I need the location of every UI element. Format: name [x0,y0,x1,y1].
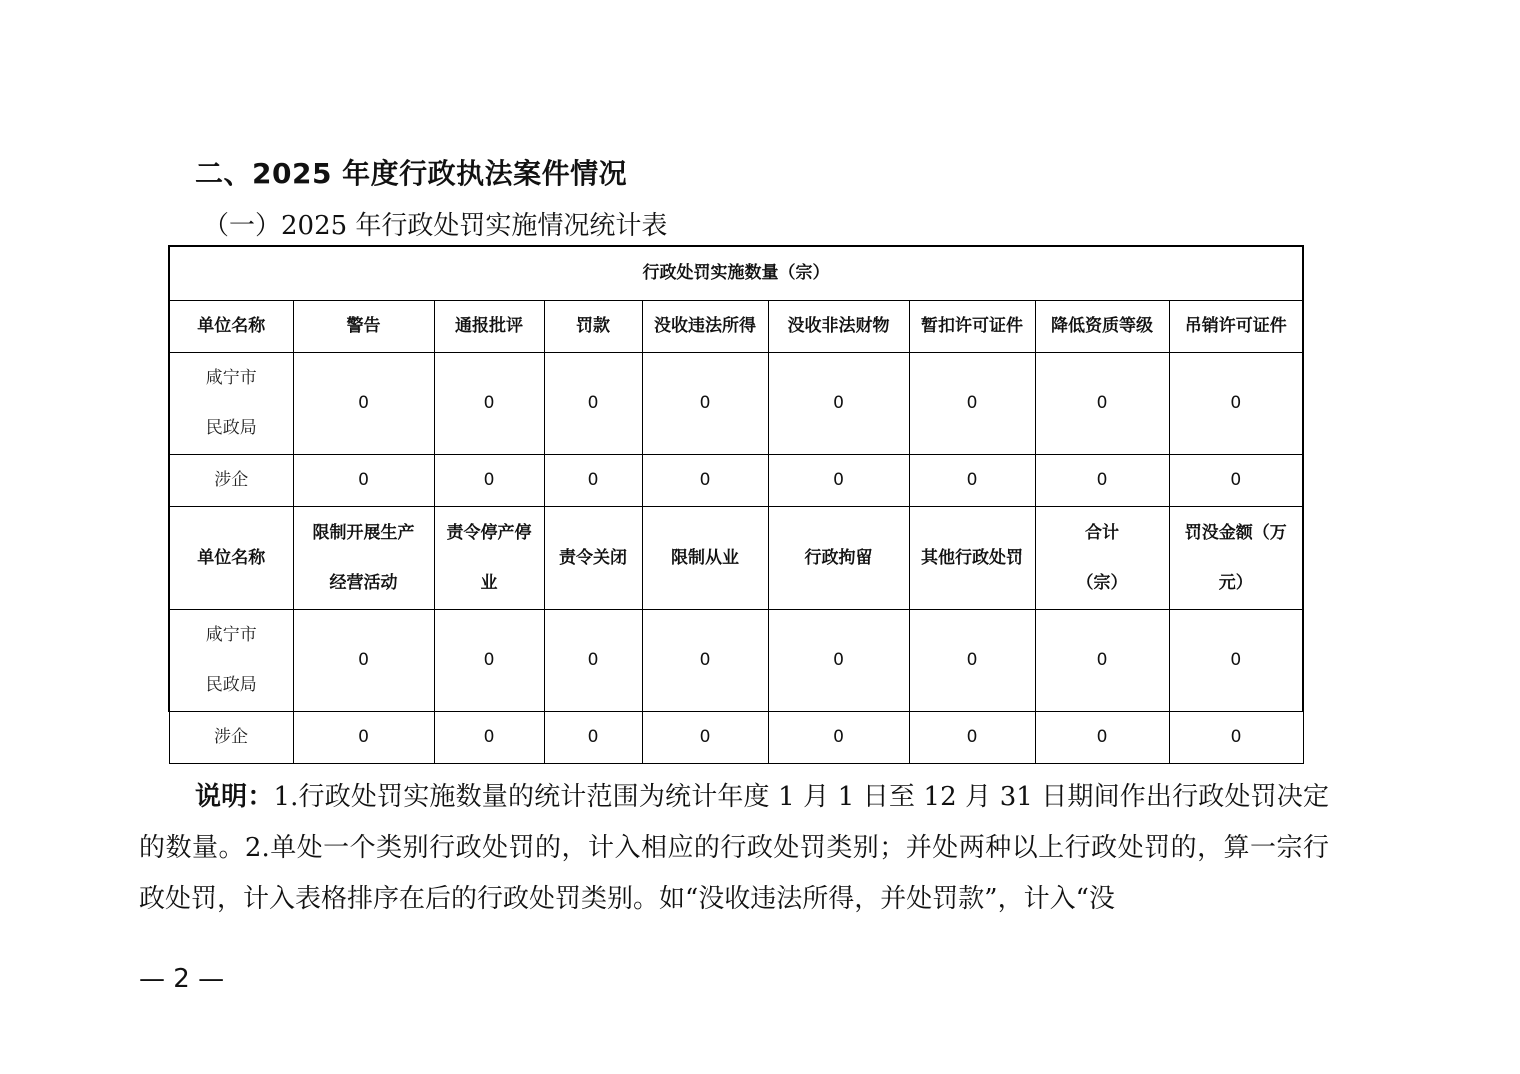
value-cell: 0 [434,454,544,506]
col-header: 警告 [293,300,434,352]
col-header [1035,506,1169,609]
value-cell: 0 [909,711,1035,763]
section-heading: 二、2025 年度行政执法案件情况 [195,157,628,190]
value-cell: 0 [768,352,909,454]
header-row-2 [169,506,1303,609]
value-cell: 0 [642,454,768,506]
header-row-1 [169,300,1303,352]
value-cell: 0 [909,454,1035,506]
value-cell: 0 [293,711,434,763]
value-cell: 0 [434,609,544,711]
value-cell: 0 [1035,454,1169,506]
table-row [169,711,1303,763]
col-header: 暂扣许可证件 [909,300,1035,352]
col-header-line: 合计 [1085,522,1119,543]
value-cell: 0 [293,352,434,454]
col-header: 行政拘留 [768,506,909,609]
col-header: 降低资质等级 [1035,300,1169,352]
col-header: 责令关闭 [544,506,642,609]
value-cell: 0 [909,609,1035,711]
col-header-line: 罚没金额（万 [1184,522,1287,543]
explanation-note [139,772,1329,925]
table-title: 行政处罚实施数量（宗） [169,246,1303,300]
value-cell: 0 [1035,352,1169,454]
table-row [169,454,1303,506]
value-cell: 0 [1169,454,1303,506]
value-cell: 0 [642,609,768,711]
value-cell: 0 [642,711,768,763]
value-cell: 0 [544,352,642,454]
unit-name-line: 咸宁市 [205,625,257,645]
note-label: 说明： [195,782,274,812]
col-header-line: （宗） [1076,572,1128,593]
unit-name-line: 咸宁市 [205,368,257,388]
value-cell: 0 [909,352,1035,454]
table-row [169,352,1303,454]
col-header [293,506,434,609]
col-header-line: 经营活动 [329,572,398,593]
value-cell: 0 [642,352,768,454]
unit-name-line: 民政局 [205,675,257,695]
col-header: 单位名称 [169,506,293,609]
unit-name-cell: 涉企 [169,454,293,506]
penalty-stats-table [168,245,1304,764]
value-cell: 0 [434,711,544,763]
value-cell: 0 [1035,711,1169,763]
value-cell: 0 [434,352,544,454]
value-cell: 0 [1169,352,1303,454]
unit-name-cell [169,609,293,711]
page-number: — 2 — [139,964,225,994]
col-header-line: 元） [1218,572,1253,593]
unit-name-cell [169,352,293,454]
col-header-line: 责令停产停 [446,522,532,543]
value-cell: 0 [544,711,642,763]
value-cell: 0 [768,711,909,763]
note-text: 1.行政处罚实施数量的统计范围为统计年度 1 月 1 日至 12 月 31 日期间作出行政处罚决定的数量。2.单处一个类别行政处罚的，计入相应的行政处罚类别；并处两种以上行政处罚的，算一宗行政处罚，计入表格排序在后的行政处罚类别。如“没收违法所得，并处罚款”，计入“没 [139,782,1329,914]
value-cell: 0 [1169,609,1303,711]
value-cell: 0 [293,609,434,711]
table-title-row [169,246,1303,300]
col-header [434,506,544,609]
col-header: 没收违法所得 [642,300,768,352]
value-cell: 0 [544,609,642,711]
value-cell: 0 [544,454,642,506]
value-cell: 0 [768,609,909,711]
col-header: 罚款 [544,300,642,352]
col-header: 单位名称 [169,300,293,352]
value-cell: 0 [1035,609,1169,711]
col-header: 限制从业 [642,506,768,609]
col-header [1169,506,1303,609]
unit-name-line: 民政局 [205,418,257,438]
value-cell: 0 [1169,711,1303,763]
col-header: 没收非法财物 [768,300,909,352]
col-header-line: 业 [480,572,498,593]
table-row [169,609,1303,711]
value-cell: 0 [768,454,909,506]
col-header-line: 限制开展生产 [312,522,415,543]
table-caption: （一）2025 年行政处罚实施情况统计表 [203,211,668,241]
unit-name-cell: 涉企 [169,711,293,763]
col-header: 通报批评 [434,300,544,352]
col-header: 其他行政处罚 [909,506,1035,609]
col-header: 吊销许可证件 [1169,300,1303,352]
value-cell: 0 [293,454,434,506]
